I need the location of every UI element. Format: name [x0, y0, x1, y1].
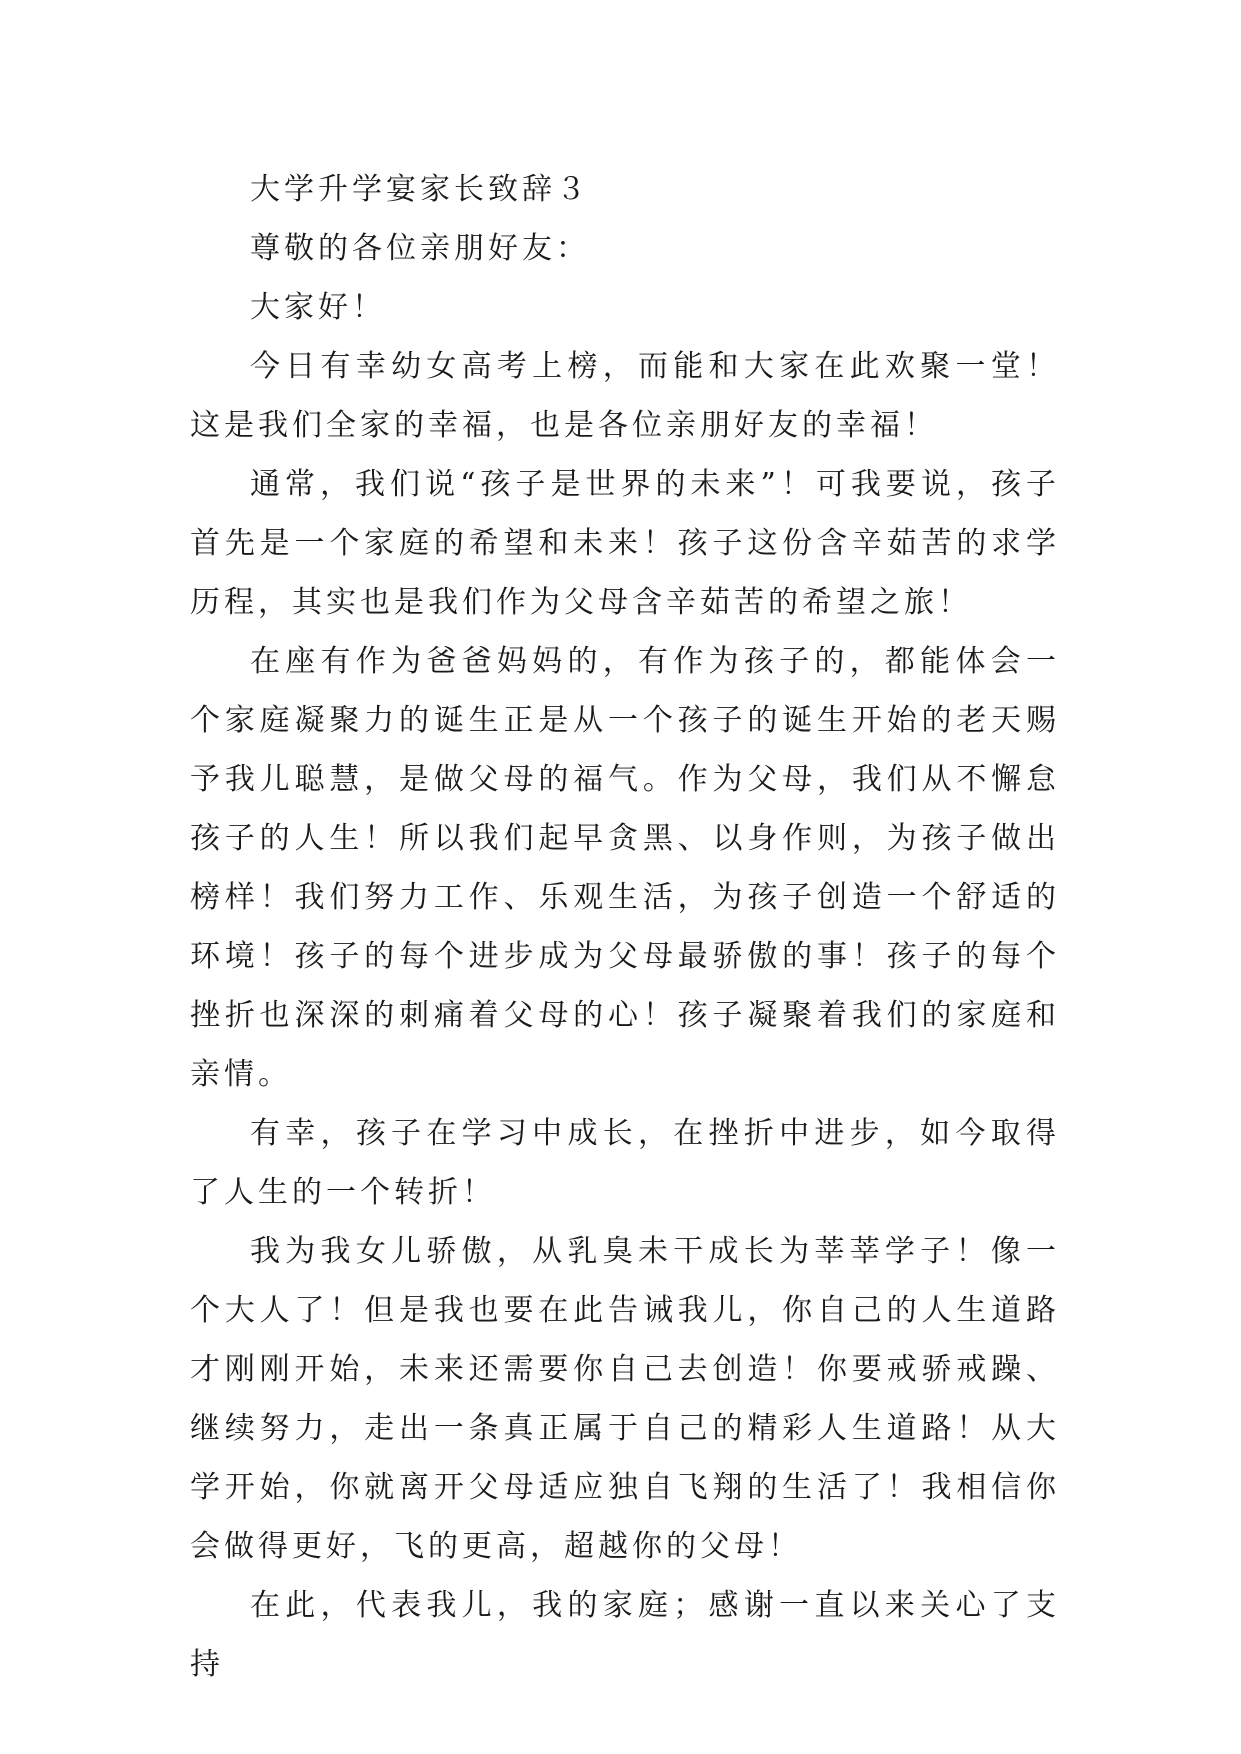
greeting: 大家好！ [250, 290, 386, 325]
paragraph: 通常，我们说“孩子是世界的未来”！可我要说，孩子首先是一个家庭的希望和未来！孩子这份含辛茹苦的求学历程，其实也是我们作为父母含辛茹苦的希望之旅！ [190, 467, 1060, 620]
document-body [190, 160, 1060, 1694]
paragraph: 在此，代表我儿，我的家庭；感谢一直以来关心了支持 [190, 1588, 1060, 1682]
paragraph: 我为我女儿骄傲，从乳臭未干成长为莘莘学子！像一个大人了！但是我也要在此告诫我儿，你自己的人生道路才刚刚开始，未来还需要你自己去创造！你要戒骄戒躁、继续努力，走出一条真正属于自己的精彩人生道路！从大学开始，你就离开父母适应独自飞翔的生活了！我相信你会做得更好，飞的更高，超越你的父母！ [190, 1234, 1060, 1564]
paragraph: 有幸，孩子在学习中成长，在挫折中进步，如今取得了人生的一个转折！ [190, 1116, 1060, 1210]
document-title: 大学升学宴家长致辞３ [250, 172, 590, 207]
paragraph: 今日有幸幼女高考上榜，而能和大家在此欢聚一堂！这是我们全家的幸福，也是各位亲朋好友的幸福！ [190, 349, 1060, 443]
salutation: 尊敬的各位亲朋好友： [250, 231, 590, 266]
paragraph: 在座有作为爸爸妈妈的，有作为孩子的，都能体会一个家庭凝聚力的诞生正是从一个孩子的诞生开始的老天赐予我儿聪慧，是做父母的福气。作为父母，我们从不懈怠孩子的人生！所以我们起早贪黑、以身作则，为孩子做出榜样！我们努力工作、乐观生活，为孩子创造一个舒适的环境！孩子的每个进步成为父母最骄傲的事！孩子的每个挫折也深深的刺痛着父母的心！孩子凝聚着我们的家庭和亲情。 [190, 644, 1060, 1092]
